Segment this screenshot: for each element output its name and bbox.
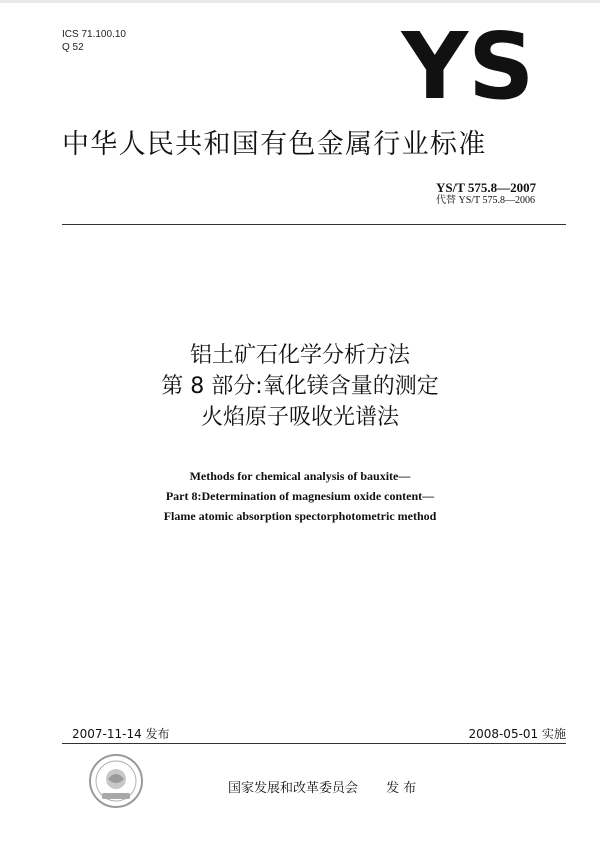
english-title [0,466,600,526]
publisher-name: 国家发展和改革委员会 [228,781,359,796]
english-title-line-3: Flame atomic absorption spectorphotometric method [163,509,437,523]
organization-title: 中华人民共和国有色金属行业标准 [62,129,487,160]
seal-stamp-icon [88,753,144,809]
ccs-code: Q 52 [62,42,84,53]
chinese-title-line-2: 第 8 部分:氧化镁含量的测定 [161,374,439,399]
chinese-title-line-3: 火焰原子吸收光谱法 [200,405,399,430]
issue-date: 2007-11-14 发布 [72,727,170,741]
ics-code: ICS 71.100.10 [62,29,126,40]
chinese-title [0,340,600,433]
classification-codes [62,28,126,54]
header-divider [62,224,566,225]
english-title-line-2: Part 8:Determination of magnesium oxide content— [165,489,435,503]
english-title-line-1: Methods for chemical analysis of bauxite— [189,469,411,483]
top-edge-line [0,0,600,3]
chinese-title-line-1: 铝土矿石化学分析方法 [189,343,410,368]
standard-number-block [436,180,536,207]
publish-action: 发 布 [386,781,417,796]
implementation-date: 2008-05-01 实施 [468,727,566,741]
replaces-note: 代替 YS/T 575.8—2006 [436,195,535,206]
footer-divider [62,743,566,744]
publisher-line [228,777,416,796]
ys-logo [398,22,538,108]
standard-number: YS/T 575.8—2007 [436,180,537,195]
ys-logo-text: YS [401,22,535,108]
